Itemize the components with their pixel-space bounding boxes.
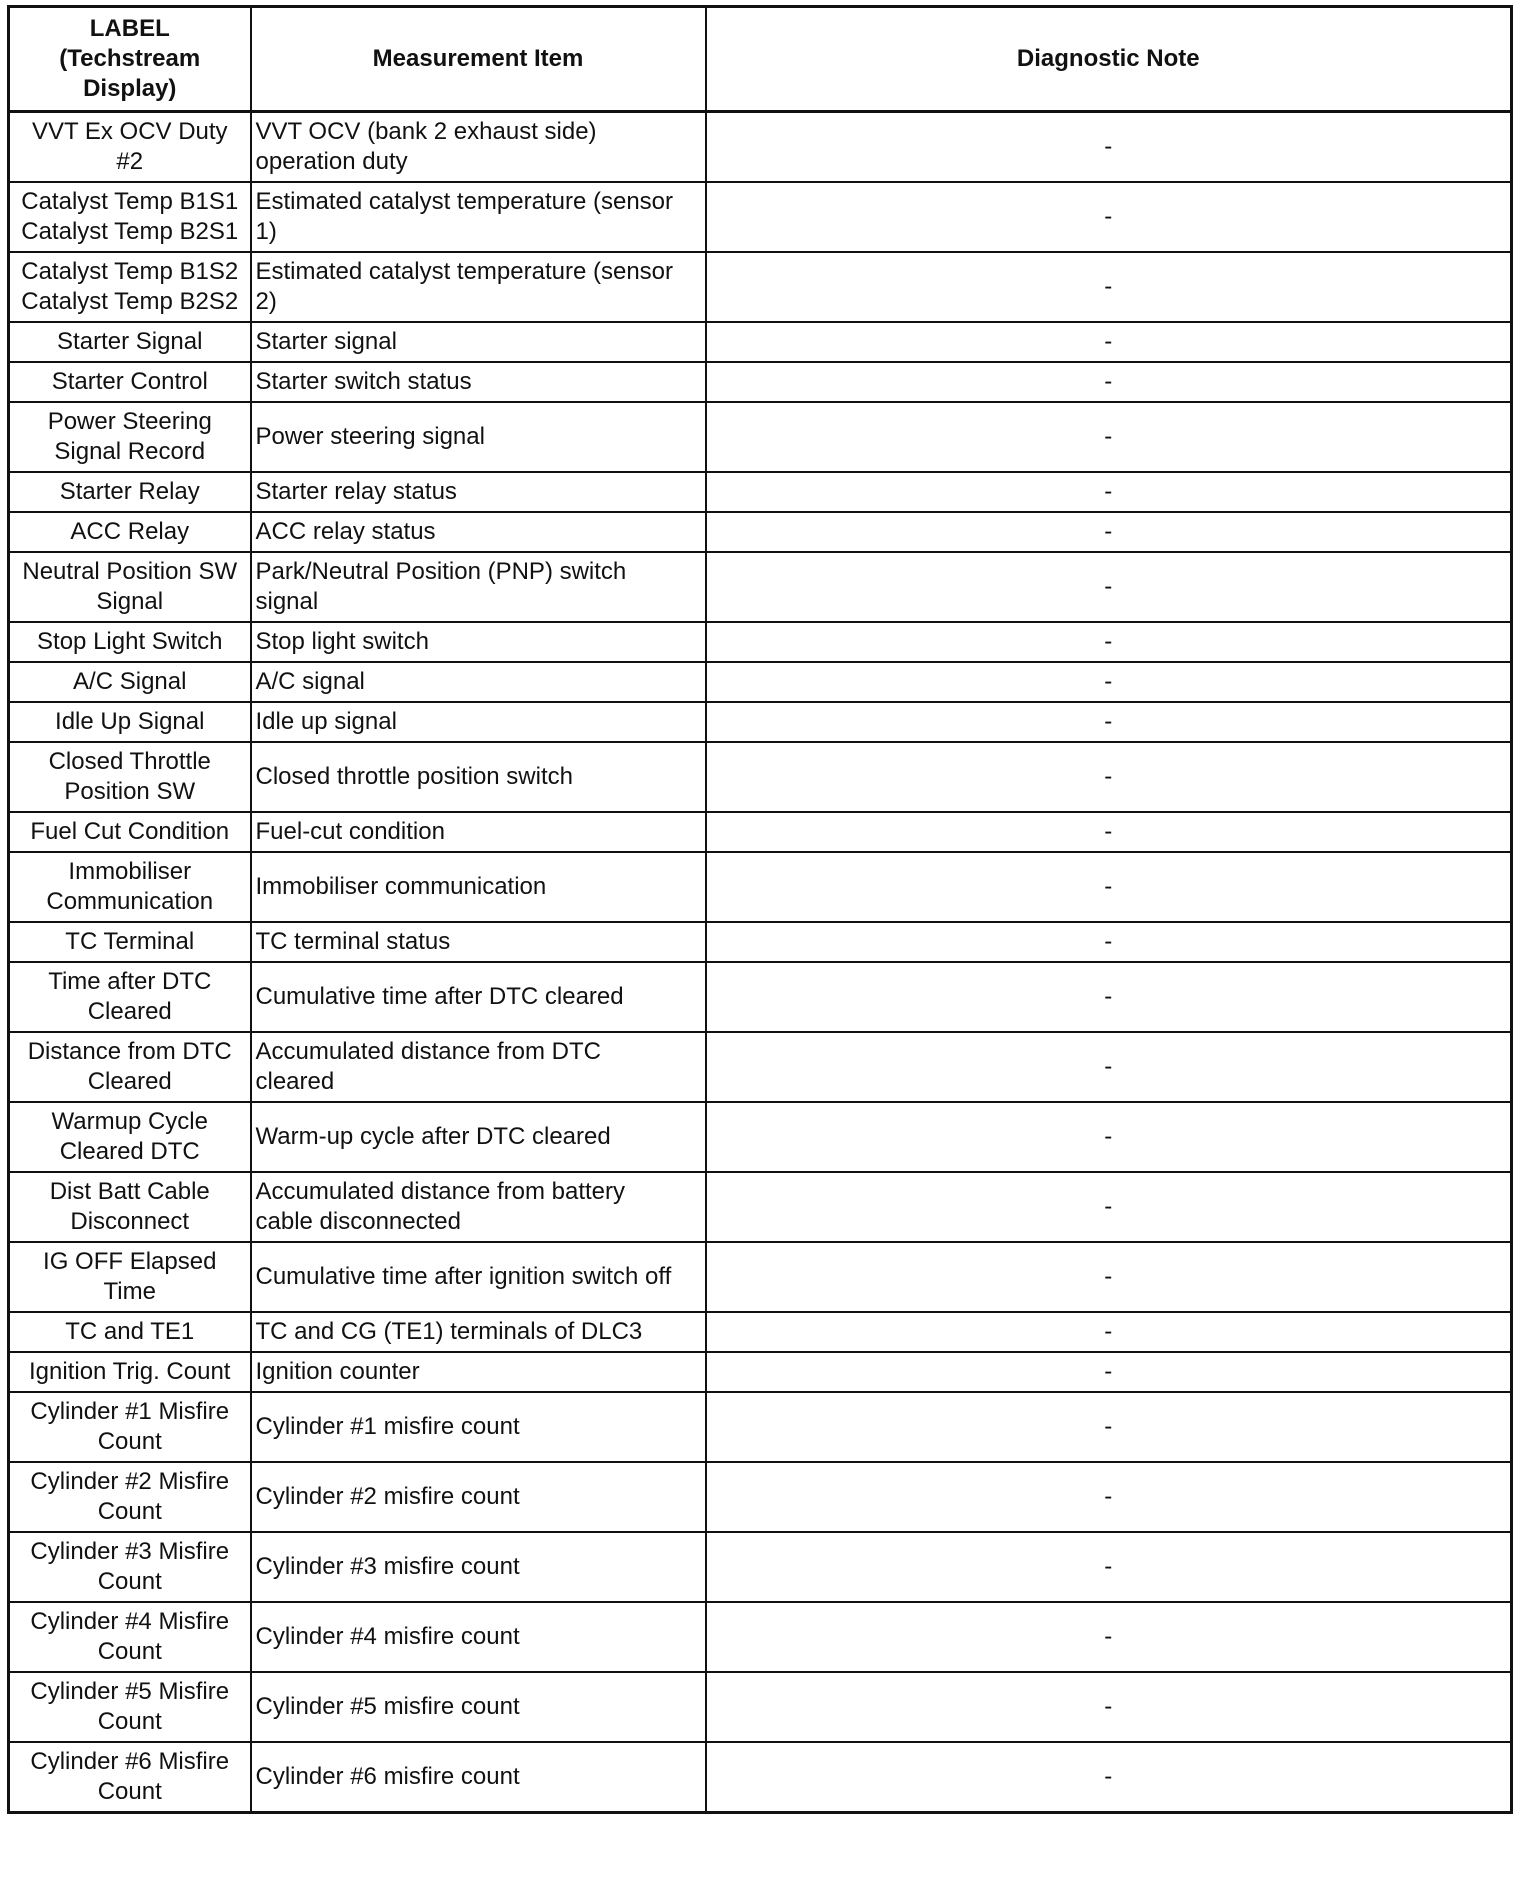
row-measurement-line: Cumulative time after ignition switch off xyxy=(255,1263,672,1290)
row-label xyxy=(9,1392,251,1462)
row-measurement-item xyxy=(251,1102,706,1172)
row-measurement-line: Immobiliser communication xyxy=(255,873,547,900)
row-label xyxy=(9,1242,251,1312)
row-measurement-line: Estimated catalyst temperature (sensor xyxy=(255,258,674,285)
row-measurement-item xyxy=(251,1602,706,1672)
row-label-line: Catalyst Temp B2S2 xyxy=(21,288,239,315)
row-measurement-line: operation duty xyxy=(255,148,408,175)
row-measurement-item xyxy=(251,182,706,252)
row-measurement-item xyxy=(251,402,706,472)
row-measurement-item xyxy=(251,1172,706,1242)
row-label-line: Stop Light Switch xyxy=(37,628,223,655)
table-row xyxy=(9,472,1512,512)
row-label-line: VVT Ex OCV Duty xyxy=(31,118,228,145)
row-label-line: Power Steering xyxy=(47,408,212,435)
row-measurement-line: Cylinder #4 misfire count xyxy=(255,1623,520,1650)
row-label xyxy=(9,182,251,252)
header-label xyxy=(9,7,251,112)
table-row xyxy=(9,922,1512,962)
row-label-line: Count xyxy=(97,1708,162,1735)
row-measurement-line: Cylinder #1 misfire count xyxy=(255,1413,520,1440)
header-diagnostic-note: Diagnostic Note xyxy=(706,7,1512,112)
row-measurement-item xyxy=(251,812,706,852)
row-label xyxy=(9,1102,251,1172)
row-diagnostic-note: - xyxy=(706,1172,1512,1242)
row-diagnostic-note: - xyxy=(706,1312,1512,1352)
row-label-line: Disconnect xyxy=(70,1208,190,1235)
row-measurement-line: Accumulated distance from battery xyxy=(255,1178,626,1205)
row-label xyxy=(9,852,251,922)
row-measurement-line: Cylinder #6 misfire count xyxy=(255,1763,520,1790)
row-label-line: Time xyxy=(103,1278,156,1305)
header-label-line: LABEL xyxy=(89,15,170,42)
row-label-line: Cleared xyxy=(87,998,172,1025)
row-measurement-line: TC and CG (TE1) terminals of DLC3 xyxy=(255,1318,643,1345)
row-label-line: Warmup Cycle xyxy=(51,1108,208,1135)
row-measurement-line: Ignition counter xyxy=(255,1358,420,1385)
row-diagnostic-note: - xyxy=(706,322,1512,362)
table-row xyxy=(9,322,1512,362)
table-row xyxy=(9,1172,1512,1242)
row-label xyxy=(9,702,251,742)
row-label-line: Cylinder #4 Misfire xyxy=(30,1608,230,1635)
row-measurement-line: VVT OCV (bank 2 exhaust side) xyxy=(255,118,597,145)
row-measurement-line: Accumulated distance from DTC xyxy=(255,1038,601,1065)
row-diagnostic-note: - xyxy=(706,622,1512,662)
row-label xyxy=(9,1742,251,1813)
row-diagnostic-note: - xyxy=(706,1102,1512,1172)
row-diagnostic-note: - xyxy=(706,402,1512,472)
table-row xyxy=(9,622,1512,662)
row-measurement-line: Cylinder #3 misfire count xyxy=(255,1553,520,1580)
row-diagnostic-note: - xyxy=(706,962,1512,1032)
row-label-line: Ignition Trig. Count xyxy=(29,1358,231,1385)
row-measurement-line: 1) xyxy=(255,218,277,245)
table-row xyxy=(9,402,1512,472)
table-row xyxy=(9,1032,1512,1102)
row-measurement-item xyxy=(251,1392,706,1462)
row-measurement-item xyxy=(251,1672,706,1742)
table-row xyxy=(9,112,1512,183)
table-row xyxy=(9,1102,1512,1172)
row-measurement-line: Cumulative time after DTC cleared xyxy=(255,983,624,1010)
row-diagnostic-note: - xyxy=(706,1672,1512,1742)
row-measurement-line: Estimated catalyst temperature (sensor xyxy=(255,188,674,215)
row-diagnostic-note: - xyxy=(706,1392,1512,1462)
row-label-line: Closed Throttle xyxy=(48,748,211,775)
row-label-line: Catalyst Temp B2S1 xyxy=(21,218,239,245)
row-label-line: Cylinder #2 Misfire xyxy=(30,1468,230,1495)
row-diagnostic-note: - xyxy=(706,1352,1512,1392)
row-measurement-line: 2) xyxy=(255,288,277,315)
header-label-line: Display) xyxy=(83,75,177,102)
table-row xyxy=(9,182,1512,252)
row-measurement-item xyxy=(251,922,706,962)
row-measurement-item xyxy=(251,512,706,552)
row-measurement-line: Stop light switch xyxy=(255,628,429,655)
row-label-line: ACC Relay xyxy=(70,518,190,545)
table-row xyxy=(9,362,1512,402)
row-measurement-line: Fuel-cut condition xyxy=(255,818,445,845)
row-label xyxy=(9,472,251,512)
row-diagnostic-note: - xyxy=(706,472,1512,512)
table-row xyxy=(9,1352,1512,1392)
table-row xyxy=(9,702,1512,742)
row-measurement-item xyxy=(251,1032,706,1102)
table-row xyxy=(9,1242,1512,1312)
row-diagnostic-note: - xyxy=(706,1242,1512,1312)
row-label-line: Cylinder #1 Misfire xyxy=(30,1398,230,1425)
row-measurement-item xyxy=(251,702,706,742)
row-label xyxy=(9,322,251,362)
row-measurement-item xyxy=(251,622,706,662)
table-row xyxy=(9,252,1512,322)
diagnostic-data-table xyxy=(7,5,1513,1814)
row-measurement-item xyxy=(251,1742,706,1813)
header-label-line: (Techstream xyxy=(59,45,201,72)
table-row xyxy=(9,552,1512,622)
row-label-line: Immobiliser xyxy=(68,858,192,885)
row-label-line: Cylinder #5 Misfire xyxy=(30,1678,230,1705)
row-label xyxy=(9,742,251,812)
row-label xyxy=(9,252,251,322)
row-label-line: Neutral Position SW xyxy=(22,558,238,585)
row-measurement-item xyxy=(251,742,706,812)
row-measurement-item xyxy=(251,362,706,402)
table-row xyxy=(9,742,1512,812)
row-label-line: Starter Relay xyxy=(59,478,200,505)
row-measurement-line: ACC relay status xyxy=(255,518,436,545)
row-label-line: Position SW xyxy=(64,778,196,805)
row-diagnostic-note: - xyxy=(706,1462,1512,1532)
row-measurement-item xyxy=(251,852,706,922)
row-label-line: Distance from DTC xyxy=(27,1038,232,1065)
row-label xyxy=(9,362,251,402)
row-measurement-line: Power steering signal xyxy=(255,423,485,450)
row-diagnostic-note: - xyxy=(706,252,1512,322)
header-measurement-item: Measurement Item xyxy=(251,7,706,112)
table-header-row xyxy=(9,7,1512,112)
row-measurement-item xyxy=(251,662,706,702)
row-label-line: Count xyxy=(97,1498,162,1525)
table-row xyxy=(9,1462,1512,1532)
row-diagnostic-note: - xyxy=(706,1742,1512,1813)
row-label-line: Fuel Cut Condition xyxy=(30,818,230,845)
row-label xyxy=(9,622,251,662)
row-diagnostic-note: - xyxy=(706,852,1512,922)
row-label-line: Cylinder #6 Misfire xyxy=(30,1748,230,1775)
row-label xyxy=(9,962,251,1032)
row-diagnostic-note: - xyxy=(706,362,1512,402)
row-measurement-line: Cylinder #2 misfire count xyxy=(255,1483,520,1510)
row-label-line: TC and TE1 xyxy=(65,1318,195,1345)
row-measurement-line: Park/Neutral Position (PNP) switch xyxy=(255,558,627,585)
row-label-line: Cylinder #3 Misfire xyxy=(30,1538,230,1565)
row-measurement-line: signal xyxy=(255,588,319,615)
row-diagnostic-note: - xyxy=(706,112,1512,183)
row-label-line: Dist Batt Cable xyxy=(49,1178,210,1205)
row-label-line: #2 xyxy=(116,148,144,175)
row-label-line: Cleared xyxy=(87,1068,172,1095)
row-measurement-item xyxy=(251,552,706,622)
row-diagnostic-note: - xyxy=(706,1532,1512,1602)
row-measurement-line: Starter switch status xyxy=(255,368,472,395)
row-label-line: Catalyst Temp B1S2 xyxy=(21,258,239,285)
row-measurement-item xyxy=(251,252,706,322)
row-label xyxy=(9,1602,251,1672)
row-measurement-line: cable disconnected xyxy=(255,1208,461,1235)
table-row xyxy=(9,1672,1512,1742)
row-label xyxy=(9,1312,251,1352)
row-label-line: TC Terminal xyxy=(65,928,195,955)
row-measurement-line: Closed throttle position switch xyxy=(255,763,573,790)
table-row xyxy=(9,662,1512,702)
row-label-line: Catalyst Temp B1S1 xyxy=(21,188,239,215)
row-diagnostic-note: - xyxy=(706,512,1512,552)
row-label xyxy=(9,1032,251,1102)
row-measurement-item xyxy=(251,1312,706,1352)
table-row xyxy=(9,1312,1512,1352)
row-label-line: Cleared DTC xyxy=(59,1138,200,1165)
row-label-line: IG OFF Elapsed xyxy=(43,1248,217,1275)
table-row xyxy=(9,1392,1512,1462)
table-row xyxy=(9,852,1512,922)
row-measurement-item xyxy=(251,322,706,362)
row-measurement-item xyxy=(251,112,706,183)
row-label-line: Idle Up Signal xyxy=(55,708,205,735)
row-label xyxy=(9,1352,251,1392)
row-diagnostic-note: - xyxy=(706,922,1512,962)
row-measurement-line: TC terminal status xyxy=(255,928,451,955)
row-diagnostic-note: - xyxy=(706,742,1512,812)
row-measurement-line: Cylinder #5 misfire count xyxy=(255,1693,520,1720)
row-label-line: A/C Signal xyxy=(73,668,187,695)
table-row xyxy=(9,812,1512,852)
row-label xyxy=(9,1532,251,1602)
row-label-line: Communication xyxy=(46,888,214,915)
row-label xyxy=(9,1672,251,1742)
row-label-line: Starter Signal xyxy=(57,328,203,355)
row-label xyxy=(9,552,251,622)
row-label xyxy=(9,812,251,852)
row-label-line: Count xyxy=(97,1568,162,1595)
row-measurement-line: A/C signal xyxy=(255,668,365,695)
row-measurement-line: Starter signal xyxy=(255,328,397,355)
row-measurement-item xyxy=(251,472,706,512)
row-diagnostic-note: - xyxy=(706,702,1512,742)
row-label-line: Signal Record xyxy=(54,438,206,465)
row-diagnostic-note: - xyxy=(706,1032,1512,1102)
row-measurement-line: Warm-up cycle after DTC cleared xyxy=(255,1123,611,1150)
row-measurement-item xyxy=(251,1462,706,1532)
row-label xyxy=(9,1172,251,1242)
row-label-line: Starter Control xyxy=(51,368,208,395)
row-label xyxy=(9,112,251,183)
row-measurement-line: cleared xyxy=(255,1068,335,1095)
row-label xyxy=(9,662,251,702)
table-row xyxy=(9,512,1512,552)
row-label-line: Count xyxy=(97,1778,162,1805)
row-diagnostic-note: - xyxy=(706,1602,1512,1672)
row-measurement-item xyxy=(251,1532,706,1602)
row-diagnostic-note: - xyxy=(706,182,1512,252)
table-row xyxy=(9,1742,1512,1813)
row-label-line: Time after DTC xyxy=(48,968,212,995)
row-diagnostic-note: - xyxy=(706,662,1512,702)
row-measurement-item xyxy=(251,1242,706,1312)
row-label-line: Signal xyxy=(96,588,164,615)
row-label xyxy=(9,512,251,552)
row-diagnostic-note: - xyxy=(706,812,1512,852)
row-label xyxy=(9,922,251,962)
row-measurement-item xyxy=(251,1352,706,1392)
table-row xyxy=(9,1602,1512,1672)
row-label-line: Count xyxy=(97,1428,162,1455)
row-measurement-item xyxy=(251,962,706,1032)
row-label-line: Count xyxy=(97,1638,162,1665)
row-measurement-line: Starter relay status xyxy=(255,478,457,505)
row-measurement-line: Idle up signal xyxy=(255,708,397,735)
table-row xyxy=(9,1532,1512,1602)
row-label xyxy=(9,1462,251,1532)
row-label xyxy=(9,402,251,472)
table-body xyxy=(9,112,1512,1813)
row-diagnostic-note: - xyxy=(706,552,1512,622)
table-row xyxy=(9,962,1512,1032)
